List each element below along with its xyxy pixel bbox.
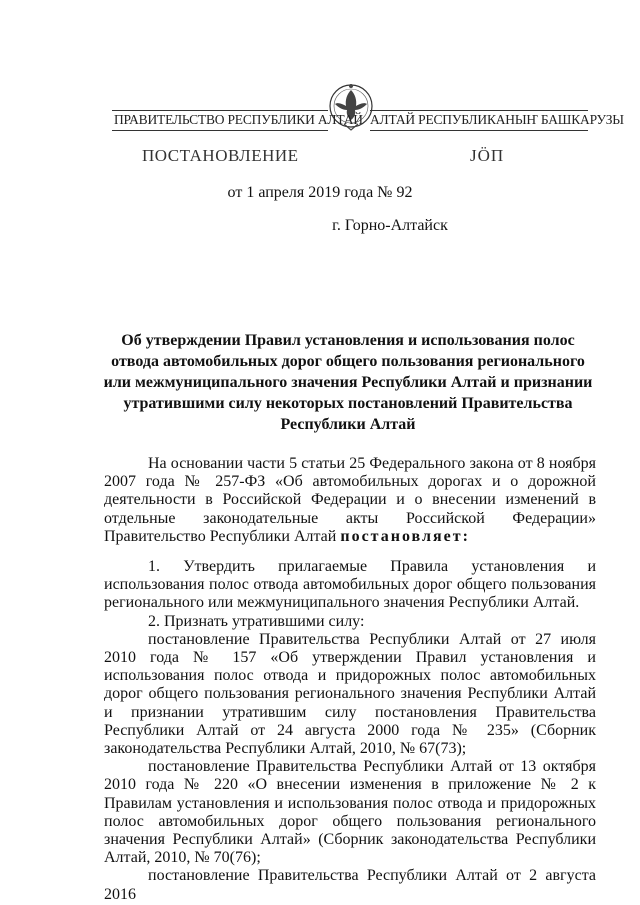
- letterhead-rule-top: [112, 110, 328, 111]
- decrees-word: постановляет:: [340, 527, 470, 545]
- letterhead-rule-bottom-right: [370, 130, 588, 131]
- decree-label-alt: ЈӦП: [470, 146, 505, 165]
- repeal-paragraph-3: постановление Правительства Республики Алтай от 2 августа 2016: [104, 867, 596, 903]
- item-1-paragraph: 1. Утвердить прилагаемые Правила установления и использования полос отвода автомобильных дорог общего пользования регионального или межмуниципального значения Республики Алтай.: [104, 558, 596, 612]
- document-body: [104, 455, 596, 904]
- letterhead-rule-top-right: [370, 110, 588, 111]
- government-name-alt: АЛТАЙ РЕСПУБЛИКАНЫҤ БАШКАРУЗЫ: [370, 112, 624, 127]
- decree-label-ru: ПОСТАНОВЛЕНИЕ: [142, 146, 299, 165]
- repeal-paragraph-1: постановление Правительства Республики Алтай от 27 июля 2010 года № 157 «Об утверждении Правил установления и использования полос отвода и придорожных полос автомобильных дорог общего пользования регионального значения Республики Алтай и признании утратившим силу постановления Правительства Республики Алтай от 24 августа 2000 года № 235» (Сборник законодательства Республики Алтай, 2010, № 67(73);: [104, 630, 596, 758]
- preamble-text: На основании части 5 статьи 25 Федерального закона от 8 ноября 2007 года № 257-ФЗ «Об автомобильных дорогах и о дорожной деятельности в Российской Федерации и о внесении изменений в отдельные законодательные акты Российской Федерации» Правительство Республики Алтай: [104, 455, 596, 545]
- preamble-paragraph: [104, 455, 596, 546]
- decree-city: г. Горно-Алтайск: [332, 217, 448, 234]
- document-title: Об утверждении Правил установления и использования полос отвода автомобильных дорог общего пользования регионального или межмуниципального значения Республики Алтай и признании утратившими силу некоторых постановлений Правительства Республики Алтай: [103, 332, 593, 433]
- letterhead: [40, 80, 624, 140]
- item-2-paragraph: 2. Признать утратившими силу:: [148, 612, 365, 630]
- letterhead-rule-bottom: [112, 130, 328, 131]
- government-name-ru: ПРАВИТЕЛЬСТВО РЕСПУБЛИКИ АЛТАЙ: [114, 112, 363, 127]
- repeal-paragraph-2: постановление Правительства Республики Алтай от 13 октября 2010 года № 220 «О внесении изменения в приложение № 2 к Правилам установления и использования полос отвода и придорожных полос автомобильных дорог общего пользования регионального значения Республики Алтай» (Сборник законодательства Республики Алтай, 2010, № 70(76);: [104, 758, 596, 867]
- decree-date-number: от 1 апреля 2019 года № 92: [227, 184, 413, 201]
